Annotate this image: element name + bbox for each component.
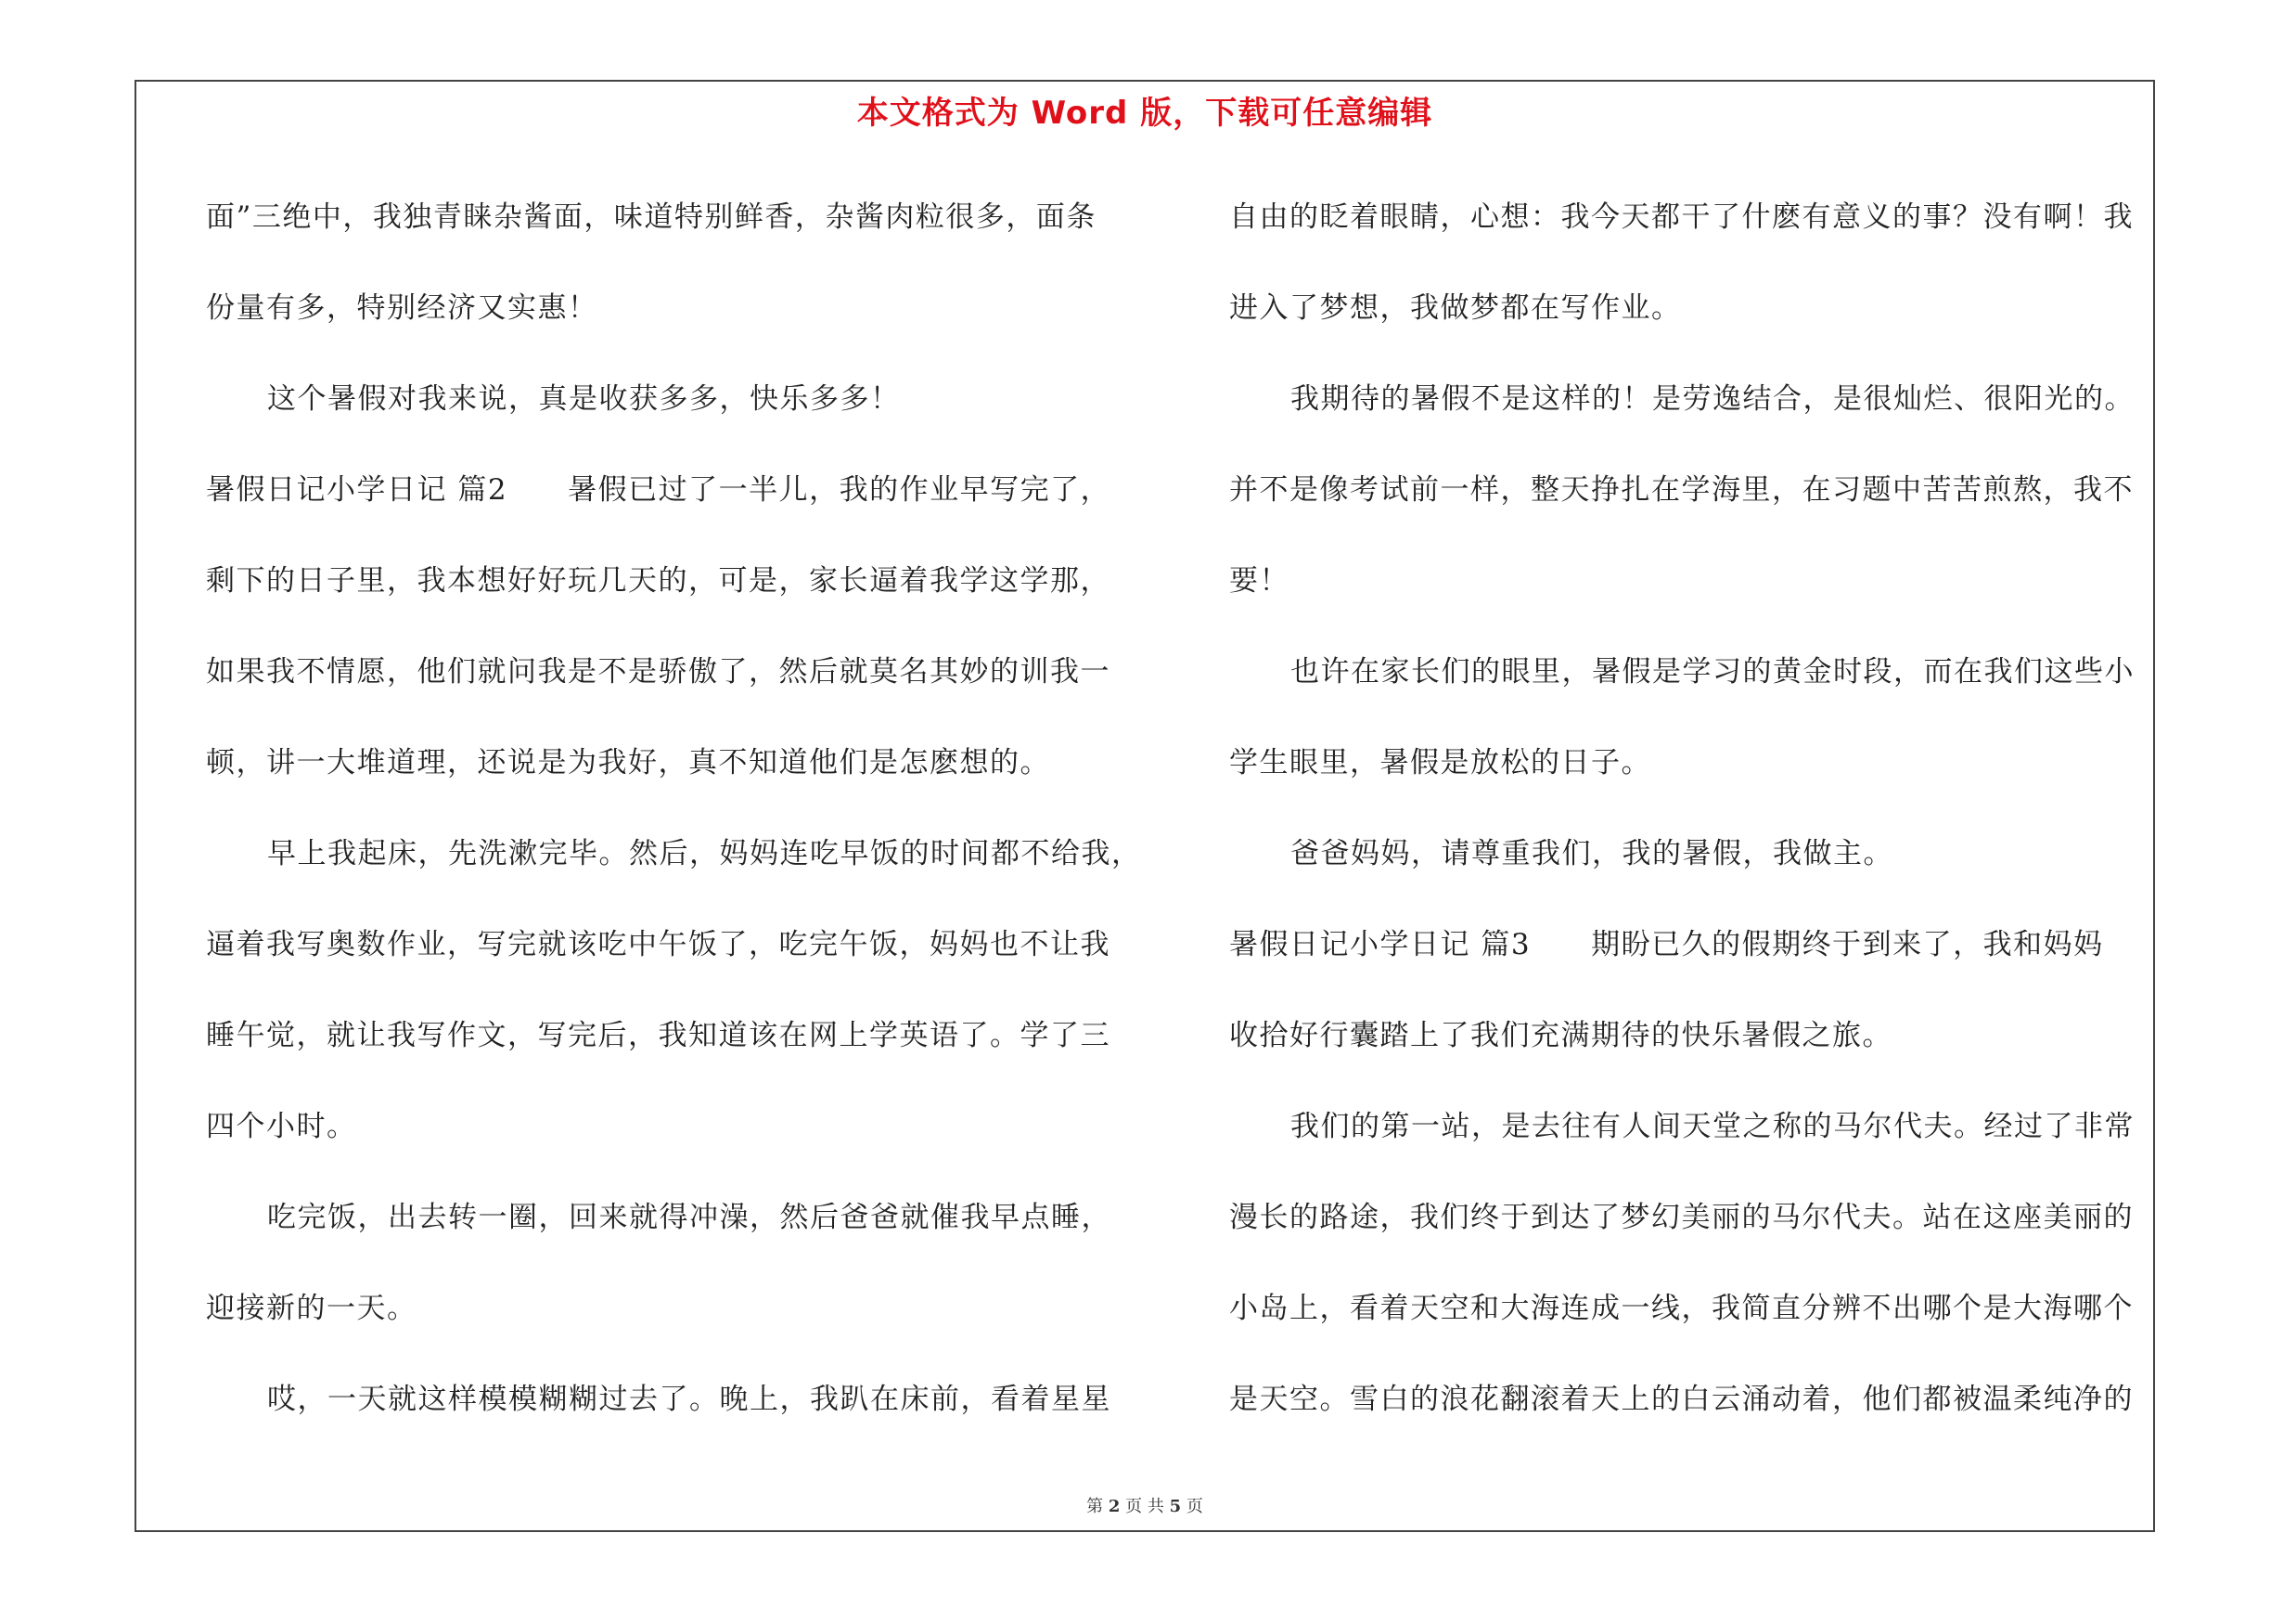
text-line: 进入了梦想，我做梦都在写作业。 — [1229, 291, 1682, 325]
text-line: 并不是像考试前一样，整天挣扎在学海里，在习题中苦苦煎熬，我不 — [1229, 473, 2134, 507]
text-line: 早上我起床，先洗漱完毕。然后，妈妈连吃早饭的时间都不给我， — [267, 837, 1142, 870]
text-line: 这个暑假对我来说，真是收获多多，快乐多多！ — [267, 382, 901, 416]
text-line: 我们的第一站，是去往有人间天堂之称的马尔代夫。经过了非常 — [1290, 1110, 2135, 1143]
page-total: 5 — [1169, 1497, 1182, 1516]
text-line: 份量有多，特别经济又实惠！ — [206, 291, 598, 325]
text-line: 是天空。雪白的浪花翻滚着天上的白云涌动着，他们都被温柔纯净的 — [1229, 1383, 2134, 1416]
section-heading-line: 暑假日记小学日记 篇2 暑假已过了一半儿，我的作业早写完了， — [206, 473, 1111, 507]
text-line: 爸爸妈妈，请尊重我们，我的暑假，我做主。 — [1290, 837, 1893, 870]
page-number: 2 — [1108, 1497, 1121, 1516]
text-line: 哎，一天就这样模模糊糊过去了。晚上，我趴在床前，看着星星 — [267, 1383, 1111, 1416]
header-banner: 本文格式为 Word 版，下载可任意编辑 — [856, 95, 1433, 132]
text-line: 要！ — [1229, 564, 1289, 598]
text-line: 逼着我写奥数作业，写完就该吃中午饭了，吃完午饭，妈妈也不让我 — [206, 928, 1110, 961]
text-line: 小岛上，看着天空和大海连成一线，我简直分辨不出哪个是大海哪个 — [1229, 1292, 2134, 1325]
right-column — [1229, 172, 2157, 1445]
text-line: 吃完饭，出去转一圈，回来就得冲澡，然后爸爸就催我早点睡， — [267, 1201, 1111, 1234]
document-page — [135, 80, 2155, 1532]
text-line: 迎接新的一天。 — [206, 1292, 417, 1325]
text-line: 顿，讲一大堆道理，还说是为我好，真不知道他们是怎麽想的。 — [206, 746, 1050, 779]
text-line: 四个小时。 — [206, 1110, 357, 1143]
text-line: 面”三绝中，我独青睐杂酱面，味道特别鲜香，杂酱肉粒很多，面条 — [206, 200, 1097, 234]
text-line: 剩下的日子里，我本想好好玩几天的，可是，家长逼着我学这学那， — [206, 564, 1110, 598]
section-heading-line: 暑假日记小学日记 篇3 期盼已久的假期终于到来了，我和妈妈 — [1229, 928, 2104, 961]
left-column — [206, 172, 1142, 1445]
text-line: 收拾好行囊踏上了我们充满期待的快乐暑假之旅。 — [1229, 1019, 1892, 1052]
text-line: 漫长的路途，我们终于到达了梦幻美丽的马尔代夫。站在这座美丽的 — [1229, 1201, 2134, 1234]
text-line: 睡午觉，就让我写作文，写完后，我知道该在网上学英语了。学了三 — [206, 1019, 1110, 1052]
text-line: 如果我不情愿，他们就问我是不是骄傲了，然后就莫名其妙的训我一 — [206, 655, 1110, 689]
page-footer — [136, 1493, 2153, 1517]
text-line: 我期待的暑假不是这样的！是劳逸结合，是很灿烂、很阳光的。 — [1290, 382, 2135, 416]
footer-suffix: 页 — [1186, 1497, 1203, 1516]
footer-middle: 页 共 — [1125, 1497, 1164, 1516]
text-line: 自由的眨着眼睛，心想：我今天都干了什麽有意义的事？没有啊！我 — [1229, 200, 2134, 234]
footer-prefix: 第 — [1086, 1497, 1104, 1516]
text-line: 学生眼里，暑假是放松的日子。 — [1229, 746, 1651, 779]
text-line: 也许在家长们的眼里，暑假是学习的黄金时段，而在我们这些小 — [1290, 655, 2135, 689]
